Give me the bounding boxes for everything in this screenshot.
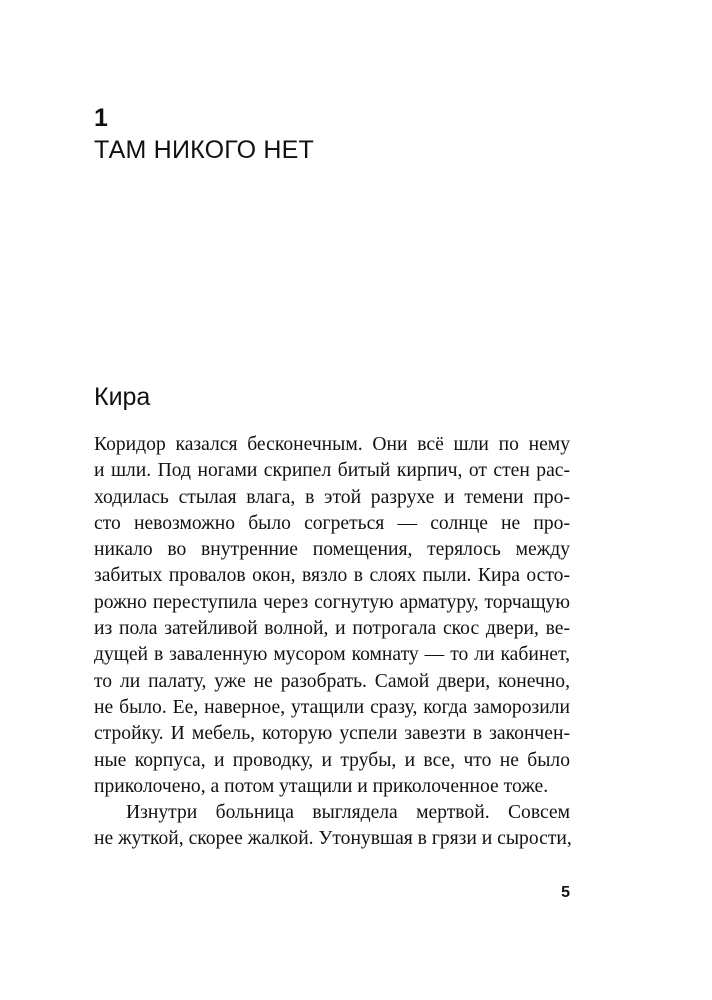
text-line: то ли палату, уже не разобрать. Самой двери, конечно, [94,670,570,692]
paragraph-1 [94,432,570,800]
text-line: ные корпуса, и проводку, и трубы, и все, что не было [94,749,570,771]
text-line: не жуткой, скорее жалкой. Утонувшая в грязи и сырости, [94,828,572,850]
text-line: дущей в заваленную мусором комнату — то ли кабинет, [94,644,570,666]
text-line: не было. Ее, наверное, утащили сразу, когда заморозили [94,696,570,718]
text-line: Изнутри больница выглядела мертвой. Совсем [126,802,570,824]
text-line: никало во внутренние помещения, терялось между [94,539,570,561]
text-line: ходилась стылая влага, в этой разрухе и темени про- [94,486,570,508]
text-line: сто невозможно было согреться — солнце не про- [94,512,570,534]
chapter-number: 1 [94,104,108,132]
text-line: и шли. Под ногами скрипел битый кирпич, от стен рас- [94,460,570,482]
text-line: стройку. И мебель, которую успели завезти в закончен- [94,723,570,745]
section-heading: Кира [94,383,151,411]
text-line: Коридор казался бесконечным. Они всё шли по нему [94,434,570,455]
text-line: приколочено, а потом утащили и приколоченное тоже. [94,775,549,797]
body-text [94,432,570,853]
chapter-title: ТАМ НИКОГО НЕТ [94,136,314,164]
paragraph-2 [94,800,570,853]
text-line: из пола затейливой волной, и потрогала скос двери, ве- [94,618,570,640]
text-line: забитых провалов окон, вязло в слоях пыли. Кира осто- [94,565,570,587]
page-number: 5 [561,884,570,901]
text-line: рожно переступила через согнутую арматуру, торчащую [94,591,570,613]
